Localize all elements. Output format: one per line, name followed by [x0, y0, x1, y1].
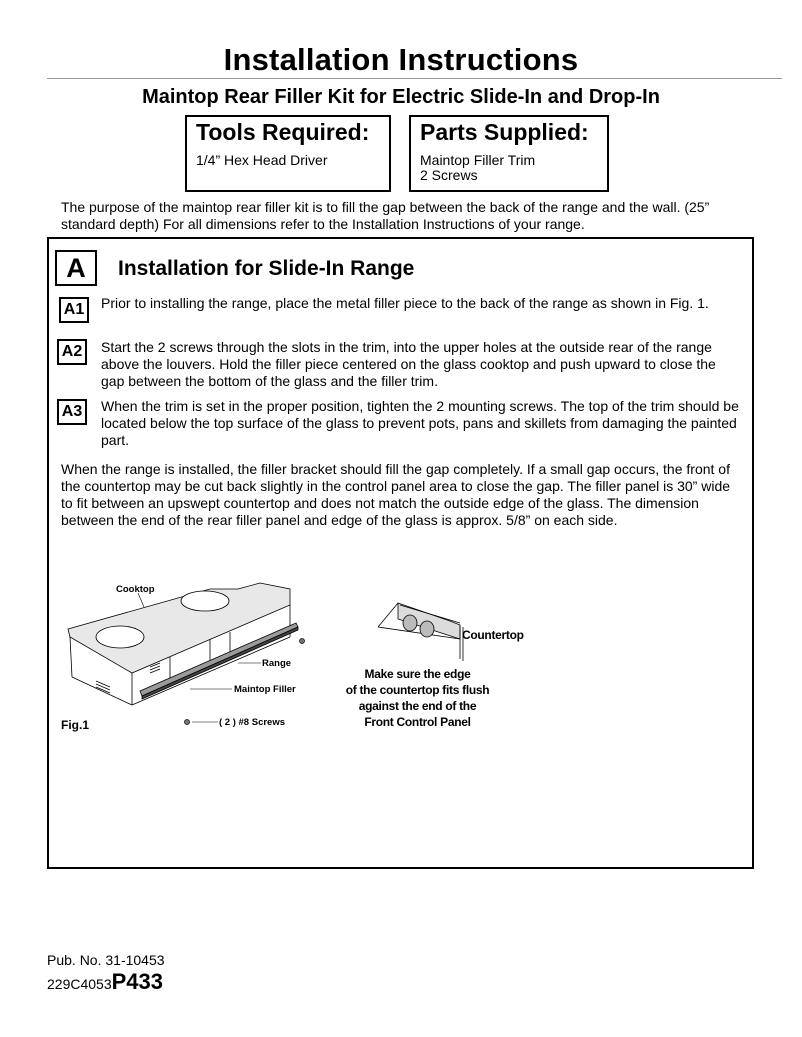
- step-badge-a3: A3: [57, 399, 87, 425]
- tool-item: 1/4” Hex Head Driver: [196, 152, 328, 168]
- burner-ring: [96, 626, 144, 648]
- purpose-paragraph: The purpose of the maintop rear filler kit is to fill the gap between the back of the range and the wall. (25” standard depth) For all dimensions refer to the Installation Instructions of your range.: [61, 199, 710, 232]
- section-letter-badge: A: [55, 250, 97, 286]
- tools-heading: Tools Required:: [196, 119, 370, 145]
- parts-heading: Parts Supplied:: [420, 119, 589, 145]
- part-item: Maintop Filler Trim: [420, 152, 536, 168]
- figure-label: Fig.1: [61, 718, 90, 732]
- step-text-a3: When the trim is set in the proper position, tighten the 2 mounting screws. The top of the trim should be located below the top surface of the glass to prevent pots, pans and skillets from damaging the painted part.: [101, 398, 739, 448]
- countertop-caption: [316, 666, 519, 730]
- caption-line: Front Control Panel: [364, 715, 471, 729]
- part-code-suffix: P433: [111, 969, 164, 994]
- caption-line: of the countertop fits flush: [345, 683, 490, 697]
- page-subtitle: Maintop Rear Filler Kit for Electric Slide-In and Drop-In: [142, 86, 660, 108]
- section-a-frame: [47, 237, 754, 869]
- step-badge-a2: A2: [57, 339, 87, 365]
- step-text-a1: Prior to installing the range, place the metal filler piece to the back of the range as shown in Fig. 1.: [101, 295, 709, 311]
- caption-line: against the end of the: [358, 699, 477, 713]
- maintop-filler-callout: Maintop Filler: [234, 684, 296, 695]
- part-code-number: 229C4053: [47, 976, 112, 992]
- countertop-detail: [378, 603, 463, 661]
- tools-list: [196, 153, 328, 168]
- tools-required-box: [185, 115, 391, 192]
- title-divider: [47, 78, 782, 79]
- page-title: Installation Instructions: [223, 42, 579, 77]
- range-callout: Range: [262, 658, 292, 669]
- step-badge-a1: A1: [59, 297, 89, 323]
- section-heading: Installation for Slide-In Range: [118, 257, 415, 280]
- part-item: 2 Screws: [420, 167, 478, 183]
- countertop-callout: Countertop: [462, 628, 524, 642]
- step-text-a2: Start the 2 screws through the slots in the trim, into the upper holes at the outside rear of the range above the louvers. Hold the filler piece centered on the glass cooktop and push upward to close the gap between the bottom of the glass and the filler trim.: [101, 339, 716, 389]
- control-knob-icon: [403, 615, 417, 631]
- caption-line: Make sure the edge: [364, 667, 471, 681]
- parts-list: [420, 153, 535, 183]
- cooktop-callout: Cooktop: [116, 584, 155, 595]
- part-code: [47, 969, 163, 995]
- control-knob-icon: [420, 621, 434, 637]
- burner-ring: [181, 591, 229, 611]
- cooktop-glass: [68, 583, 290, 673]
- installation-note: When the range is installed, the filler bracket should fill the gap completely. If a small gap occurs, the front of the countertop may be cut back slightly in the control panel area to close the gap. The filler panel is 30” wide to fit between an upswept countertop and does not match the outside edge of the glass. The dimension between the end of the rear filler panel and edge of the glass is approx. 5/8” on each side.: [61, 461, 731, 528]
- screws-callout: ( 2 ) #8 Screws: [219, 717, 286, 728]
- parts-supplied-box: [409, 115, 609, 192]
- publication-number: Pub. No. 31-10453: [47, 952, 165, 968]
